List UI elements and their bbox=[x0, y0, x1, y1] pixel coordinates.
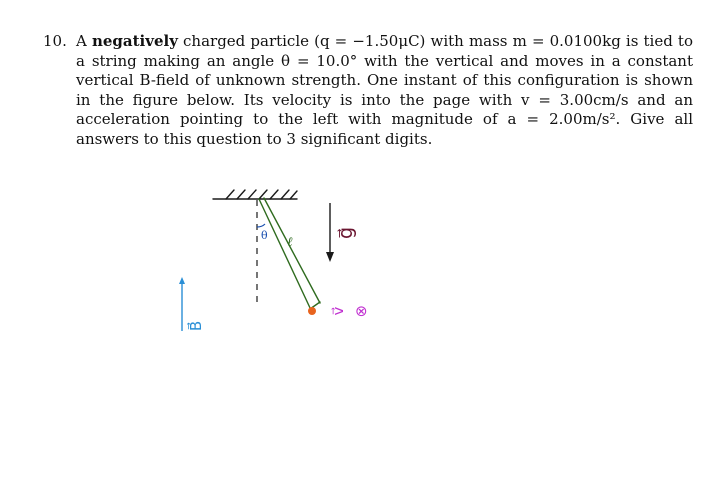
theta-label: θ bbox=[261, 229, 268, 242]
velocity-label: v⃗ bbox=[329, 306, 347, 316]
theta-arc bbox=[257, 224, 265, 227]
gravity-label: g⃗ bbox=[335, 226, 357, 240]
problem-number: 10. bbox=[43, 32, 67, 50]
statement-lead: A bbox=[76, 32, 87, 50]
statement-bold-word: negatively bbox=[91, 32, 178, 50]
into-page-icon: ⊗ bbox=[355, 302, 368, 320]
charged-particle bbox=[308, 307, 316, 315]
b-field-arrow bbox=[179, 277, 185, 331]
string bbox=[259, 198, 320, 310]
string-length-label: ℓ bbox=[287, 235, 293, 250]
statement-body: charged particle (q = −1.50μC) with mass m = 0.0100kg is tied to a string making an angle θ = 10.0° with the vertical and moves in a constant vertical B-field of unknown strength. One instant of this configuration is shown in the figure below. Its velocity is into the page with v = 3.00cm/s and an acceleration pointing to the left with magnitude of a = 2.00m/s². Give all answers to this question to 3 significant digits. bbox=[76, 32, 693, 148]
b-field-label: B⃗ bbox=[187, 320, 205, 332]
ceiling bbox=[213, 190, 297, 199]
gravity-arrow bbox=[326, 203, 334, 262]
